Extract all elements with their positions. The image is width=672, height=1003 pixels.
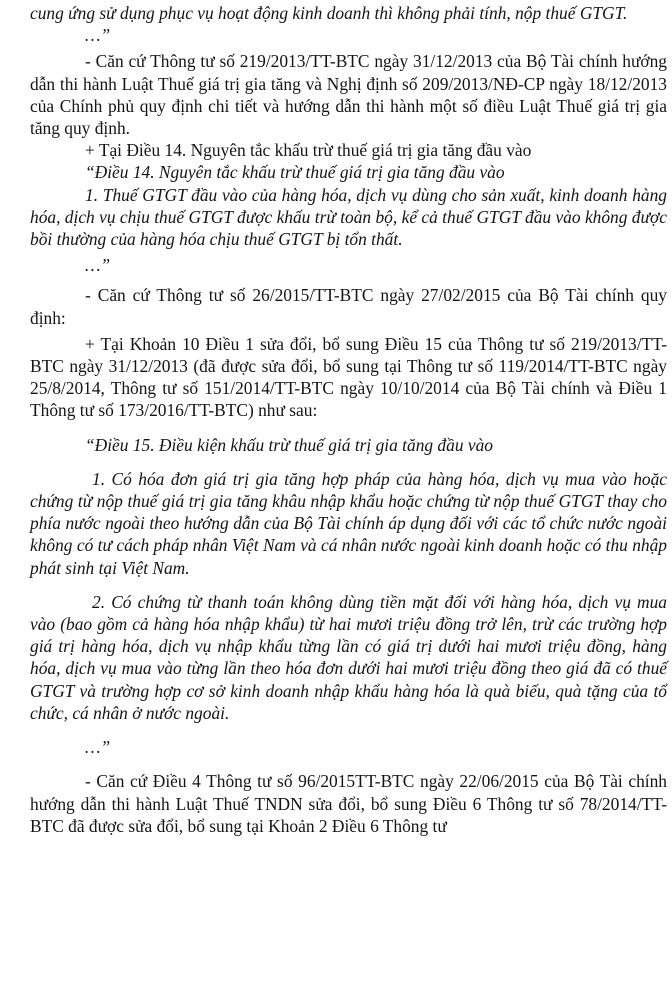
paragraph-article-15-clause-2: 2. Có chứng từ thanh toán không dùng tiền mặt đối với hàng hóa, dịch vụ mua vào (bao gồm cả hàng hóa nhập khẩu) từ hai mươi triệu đồng trở lên, trừ các trường hợp giá trị hàng hóa, dịch vụ nhập khẩu từng lần có giá trị dưới hai mươi triệu đồng, hàng hóa, dịch vụ mua vào từng lần theo hóa đơn dưới hai mươi triệu đồng theo giá đã có thuế GTGT và trường hợp cơ sở kinh doanh nhập khẩu hàng hóa là quà biếu, quà tặng của tổ chức, cá nhân ở nước ngoài.	[30, 591, 667, 723]
paragraph-clause-10-article-1: + Tại Khoản 10 Điều 1 sửa đổi, bổ sung Điều 15 của Thông tư số 219/2013/TT-BTC ngày 31/12/2013 (đã được sửa đổi, bổ sung tại Thông tư số 119/2014/TT-BTC ngày 25/8/2014, Thông tư số 151/2014/TT-BTC ngày 10/10/2014 của Bộ Tài chính và Điều 1 Thông tư số 173/2016/TT-BTC) như sau:	[30, 333, 667, 421]
paragraph-article-15-clause-1: 1. Có hóa đơn giá trị gia tăng hợp pháp của hàng hóa, dịch vụ mua vào hoặc chứng từ nộp thuế giá trị gia tăng khâu nhập khẩu hoặc chứng từ nộp thuế GTGT thay cho phía nước ngoài theo hướng dẫn của Bộ Tài chính áp dụng đối với các tổ chức nước ngoài không có tư cách pháp nhân Việt Nam và cá nhân nước ngoài kinh doanh hoặc có thu nhập phát sinh tại Việt Nam.	[30, 468, 667, 578]
paragraph-article-14-title: “Điều 14. Nguyên tắc khấu trừ thuế giá trị gia tăng đầu vào	[85, 162, 505, 183]
paragraph-legal-basis-26: - Căn cứ Thông tư số 26/2015/TT-BTC ngày 27/02/2015 của Bộ Tài chính quy định:	[30, 285, 667, 328]
paragraph-continuation: cung ứng sử dụng phục vụ hoạt động kinh doanh thì không phải tính, nộp thuế GTGT.	[30, 3, 628, 23]
quote-end-ellipsis: …”	[85, 255, 111, 276]
paragraph-article-15-title: “Điều 15. Điều kiện khấu trừ thuế giá trị gia tăng đầu vào	[85, 434, 493, 455]
paragraph-legal-basis-96: - Căn cứ Điều 4 Thông tư số 96/2015TT-BTC ngày 22/06/2015 của Bộ Tài chính hướng dẫn thi hành Luật Thuế TNDN sửa đổi, bổ sung Điều 6 Thông tư số 78/2014/TT-BTC đã được sửa đổi, bổ sung tại Khoản 2 Điều 6 Thông tư	[30, 771, 667, 836]
paragraph-legal-basis-219: - Căn cứ Thông tư số 219/2013/TT-BTC ngày 31/12/2013 của Bộ Tài chính hướng dẫn thi hành Luật Thuế giá trị gia tăng và Nghị định số 209/2013/NĐ-CP ngày 18/12/2013 của Chính phủ quy định chi tiết và hướng dẫn thi hành một số điều Luật Thuế giá trị gia tăng quy định.	[30, 51, 667, 139]
document-body	[30, 2, 667, 837]
paragraph-article-14-clause-1: 1. Thuế GTGT đầu vào của hàng hóa, dịch vụ dùng cho sản xuất, kinh doanh hàng hóa, dịch vụ chịu thuế GTGT được khấu trừ toàn bộ, kể cả thuế GTGT đầu vào không được bồi thường của hàng hóa chịu thuế GTGT bị tổn thất.	[30, 184, 667, 250]
paragraph-article-14-ref: + Tại Điều 14. Nguyên tắc khấu trừ thuế giá trị gia tăng đầu vào	[85, 140, 532, 161]
quote-end-ellipsis: …”	[85, 25, 111, 46]
quote-end-ellipsis: …”	[85, 737, 111, 758]
